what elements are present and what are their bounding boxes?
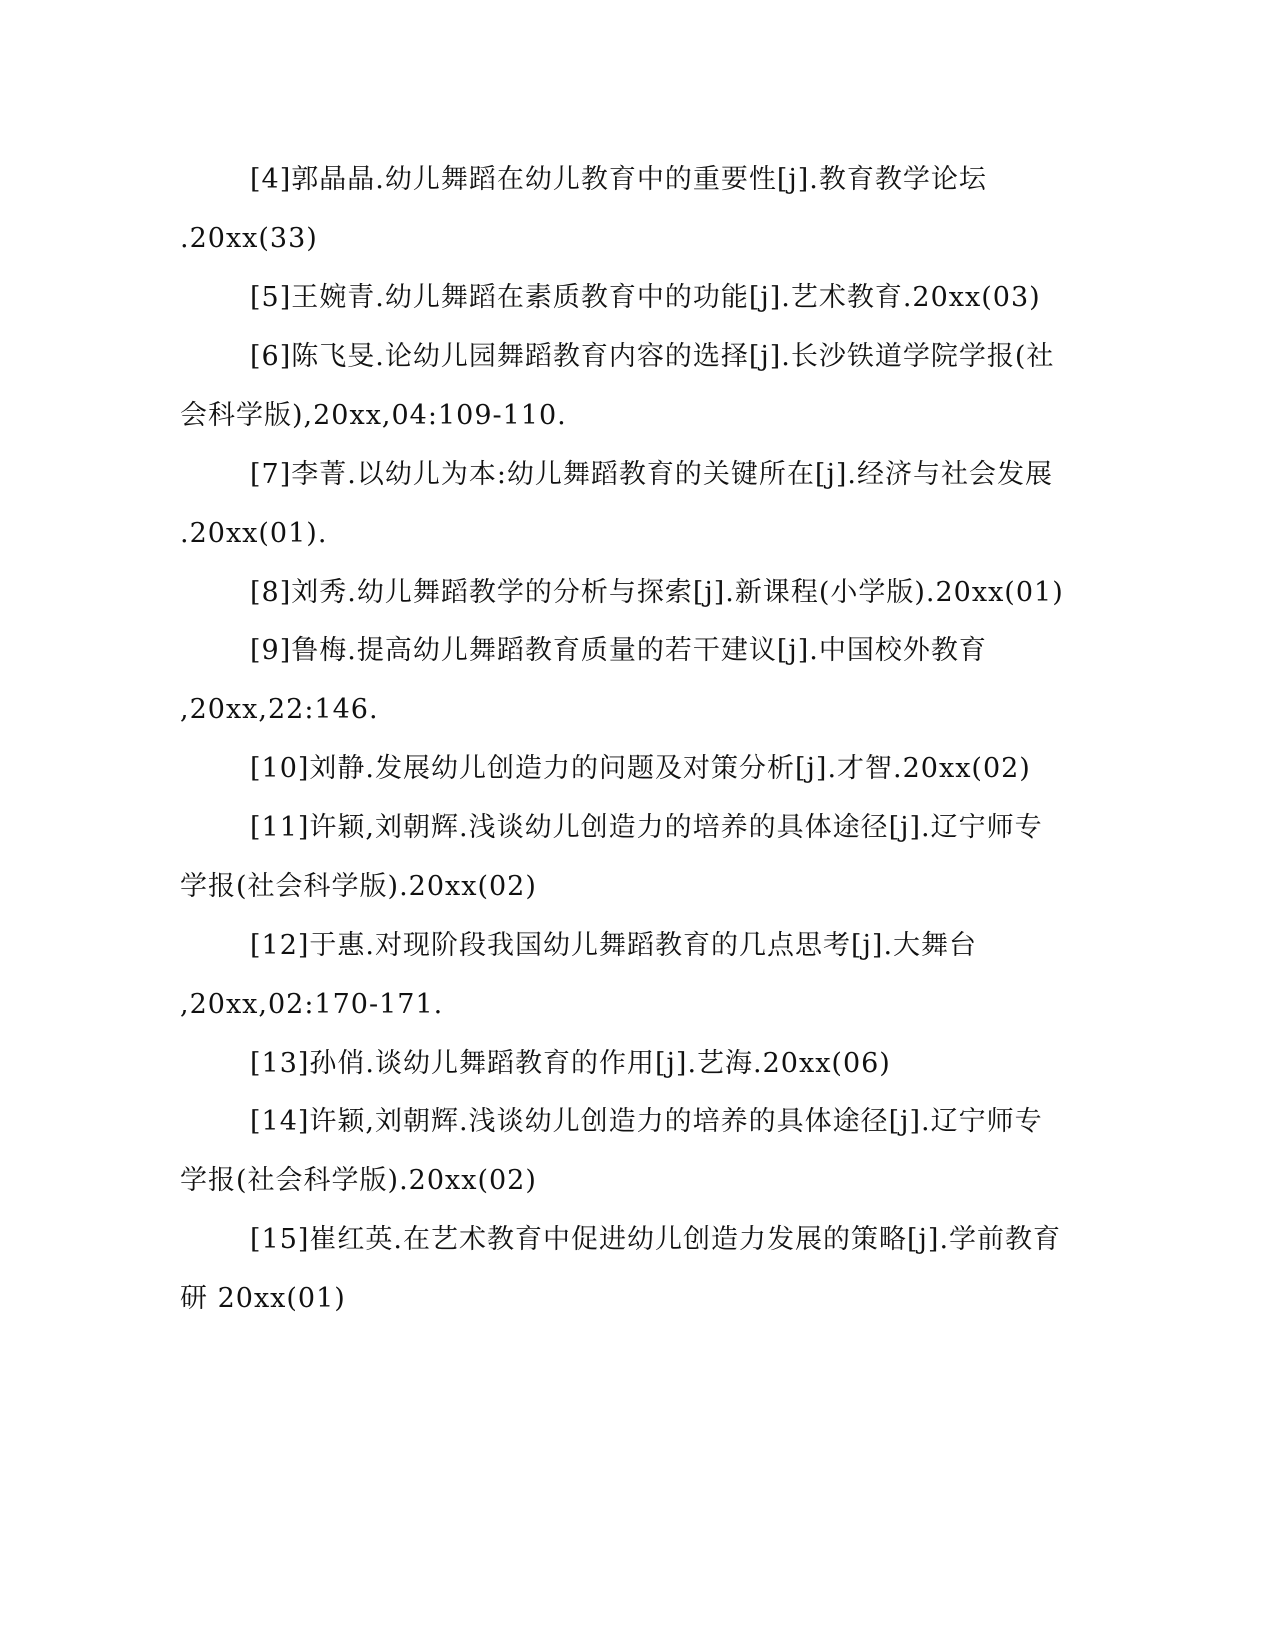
reference-9-line-1: [9]鲁梅.提高幼儿舞蹈教育质量的若干建议[j].中国校外教育: [250, 635, 987, 666]
reference-13-line-1: [13]孙俏.谈幼儿舞蹈教育的作用[j].艺海.20xx(06): [250, 1048, 891, 1079]
reference-10-line-1: [10]刘静.发展幼儿创造力的问题及对策分析[j].才智.20xx(02): [250, 753, 1031, 784]
reference-6-line-2: 会科学版),20xx,04:109-110.: [180, 400, 567, 431]
reference-8-line-1: [8]刘秀.幼儿舞蹈教学的分析与探索[j].新课程(小学版).20xx(01): [250, 577, 1064, 608]
reference-5-line-1: [5]王婉青.幼儿舞蹈在素质教育中的功能[j].艺术教育.20xx(03): [250, 282, 1041, 313]
reference-7-line-1: [7]李菁.以幼儿为本:幼儿舞蹈教育的关键所在[j].经济与社会发展: [250, 459, 1053, 490]
reference-12-line-1: [12]于惠.对现阶段我国幼儿舞蹈教育的几点思考[j].大舞台: [250, 930, 978, 961]
reference-7-line-2: .20xx(01).: [180, 518, 328, 549]
reference-4-line-2: .20xx(33): [180, 223, 318, 254]
reference-11-line-1: [11]许颖,刘朝辉.浅谈幼儿创造力的培养的具体途径[j].辽宁师专: [250, 812, 1043, 843]
reference-15-line-2: 研 20xx(01): [180, 1283, 346, 1314]
reference-4-line-1: [4]郭晶晶.幼儿舞蹈在幼儿教育中的重要性[j].教育教学论坛: [250, 164, 987, 195]
reference-14-line-1: [14]许颖,刘朝辉.浅谈幼儿创造力的培养的具体途径[j].辽宁师专: [250, 1106, 1043, 1137]
reference-15-line-1: [15]崔红英.在艺术教育中促进幼儿创造力发展的策略[j].学前教育: [250, 1224, 1062, 1255]
reference-14-line-2: 学报(社会科学版).20xx(02): [180, 1165, 537, 1196]
reference-11-line-2: 学报(社会科学版).20xx(02): [180, 871, 537, 902]
reference-6-line-1: [6]陈飞旻.论幼儿园舞蹈教育内容的选择[j].长沙铁道学院学报(社: [250, 341, 1055, 372]
reference-9-line-2: ,20xx,22:146.: [180, 694, 379, 725]
reference-12-line-2: ,20xx,02:170-171.: [180, 989, 444, 1020]
